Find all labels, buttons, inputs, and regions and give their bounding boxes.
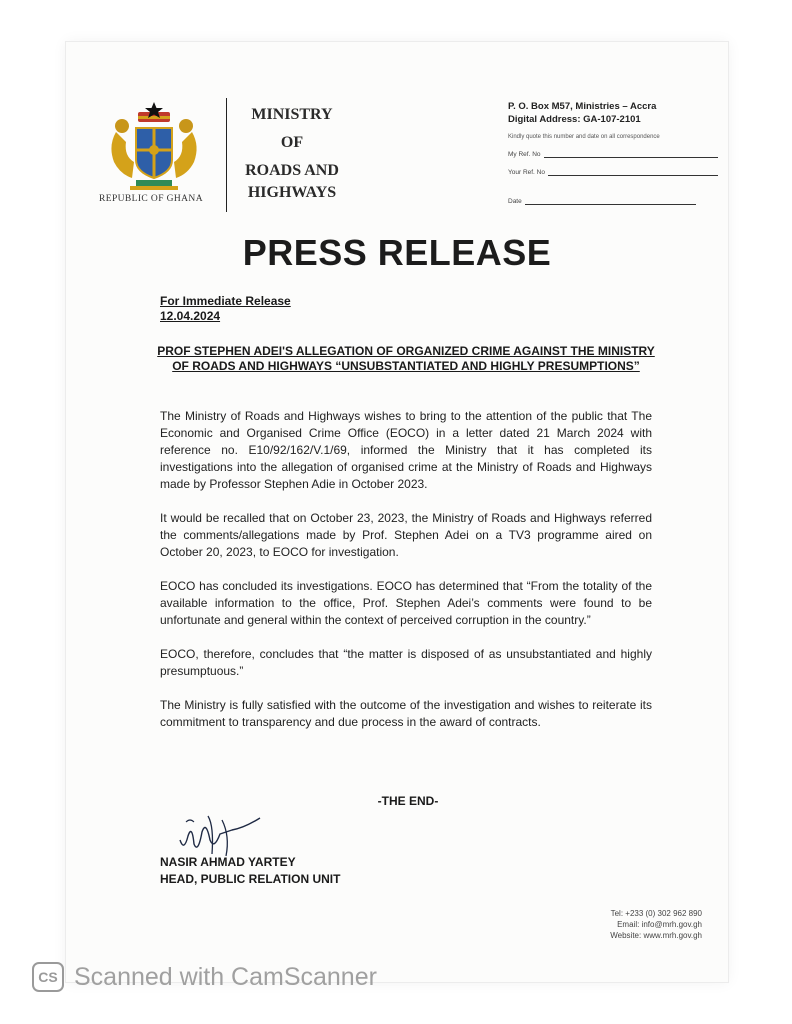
po-box: P. O. Box M57, Ministries – Accra [508, 101, 657, 112]
ministry-line: OF [280, 134, 304, 151]
body-paragraph: The Ministry of Roads and Highways wishes to bring to the attention of the public that The Economic and Organised Crime Office (EOCO) in a letter dated 21 March 2024 with reference no. E10/92/162/V.1/69, informed the Ministry that it has completed its investigations into the allegation of organised crime at the Ministry of Roads and Highways made by Professor Stephen Adie in October 2023. [160, 409, 652, 491]
camscanner-logo-icon: CS [32, 962, 64, 992]
signer-title: HEAD, PUBLIC RELATION UNIT [160, 872, 341, 886]
end-marker: -THE END- [377, 794, 439, 808]
ministry-line: ROADS AND [245, 162, 339, 179]
footer-website: Website: www.mrh.gov.gh [610, 931, 702, 940]
signer-block [160, 854, 340, 888]
camscanner-watermark [32, 962, 377, 992]
press-body [160, 408, 652, 748]
date-line [525, 196, 696, 205]
my-ref-line [544, 149, 718, 158]
header-divider [226, 98, 227, 212]
document-page [66, 42, 728, 982]
my-ref-label: My Ref. No [508, 151, 541, 158]
date-label: Date [508, 198, 522, 205]
ministry-line: MINISTRY [251, 106, 333, 123]
release-date: 12.04.2024 [160, 309, 221, 323]
your-ref-label: Your Ref. No [508, 169, 545, 176]
letterhead-contact [508, 100, 718, 205]
body-paragraph: EOCO, therefore, concludes that “the matter is disposed of as unsubstantiated and highly presumptuous.” [160, 647, 652, 678]
quote-note: Kindly quote this number and date on all correspondence [508, 134, 660, 140]
signature-icon [174, 810, 266, 860]
footer-email: Email: info@mrh.gov.gh [617, 920, 702, 929]
date-field [508, 196, 696, 205]
body-paragraph: EOCO has concluded its investigations. EOCO has determined that “From the totality of the available information to the office, Prof. Stephen Adei’s comments were found to be unfortunate and general within the context of perceived corruption in the country.” [160, 579, 652, 627]
ministry-line: HIGHWAYS [247, 184, 337, 201]
your-ref-field [508, 167, 718, 176]
your-ref-line [548, 167, 718, 176]
page-title: PRESS RELEASE [242, 232, 552, 273]
ghana-coat-of-arms-icon [106, 102, 202, 194]
digital-address: Digital Address: GA-107-2101 [508, 114, 641, 125]
body-paragraph: The Ministry is fully satisfied with the outcome of the investigation and wishes to reiterate its commitment to transparency and due process in the award of contracts. [160, 698, 652, 729]
watermark-text: Scanned with CamScanner [74, 962, 377, 991]
release-label: For Immediate Release [160, 294, 291, 308]
press-headline: PROF STEPHEN ADEI'S ALLEGATION OF ORGANIZED CRIME AGAINST THE MINISTRY OF ROADS AND HIGHWAYS “UNSUBSTANTIATED AND HIGHLY PRESUMPTIONS” [157, 344, 655, 373]
footer-contact [536, 908, 702, 941]
republic-of-ghana-label: REPUBLIC OF GHANA [99, 194, 203, 204]
body-paragraph: It would be recalled that on October 23, 2023, the Ministry of Roads and Highways referred the comments/allegations made by Prof. Stephen Adei on a TV3 programme aired on October 20, 2023, to EOCO for investigation. [160, 511, 652, 559]
my-ref-field [508, 149, 718, 158]
release-info [160, 294, 291, 324]
signer-name: NASIR AHMAD YARTEY [160, 855, 296, 869]
ministry-name [234, 104, 350, 204]
footer-tel: Tel: +233 (0) 302 962 890 [610, 909, 702, 918]
